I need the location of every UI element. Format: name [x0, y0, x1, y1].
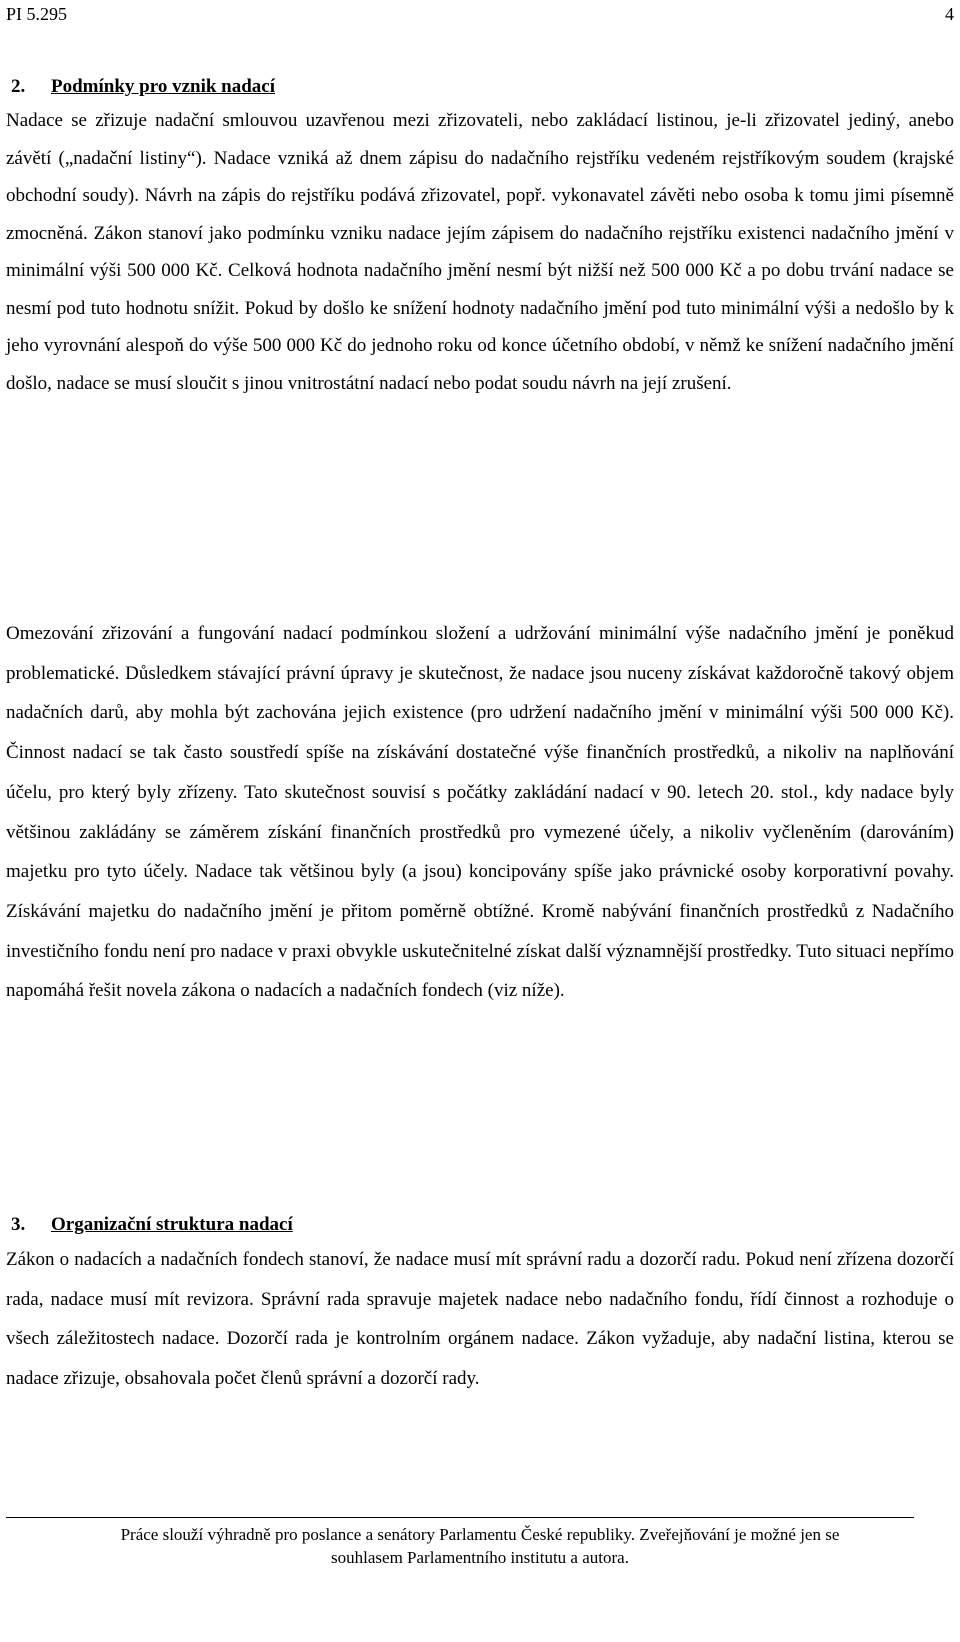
section-heading	[6, 72, 954, 102]
document-id: PI 5.295	[6, 4, 68, 24]
page-footer	[6, 1523, 954, 1569]
page-header	[6, 2, 954, 26]
section-number: 2.	[11, 76, 26, 97]
section-heading	[6, 1210, 954, 1240]
section-2-continued	[6, 614, 954, 1011]
section-number: 3.	[11, 1214, 26, 1235]
page-number: 4	[945, 4, 954, 24]
paragraph: Nadace se zřizuje nadační smlouvou uzavřenou mezi zřizovateli, nebo zakládací listinou, je-li zřizovatel jediný, anebo závětí („nadační listiny“). Nadace vzniká až dnem zápisu do nadačního rejstříku vedeném rejstříkovým soudem (krajské obchodní soudy). Návrh na zápis do rejstříku podává zřizovatel, popř. vykonavatel závěti nebo osoba k tomu jimi písemně zmocněná. Zákon stanoví jako podmínku vzniku nadace jejím zápisem do nadačního rejstříku existenci nadačního jmění v minimální výši 500 000 Kč. Celková hodnota nadačního jmění nesmí být nižší než 500 000 Kč a po dobu trvání nadace se nesmí pod tuto hodnotu snížit. Pokud by došlo ke snížení hodnoty nadačního jmění pod tuto minimální výši a nedošlo by k jeho vyrovnání alespoň do výše 500 000 Kč do jednoho roku od konce účetního období, v němž ke snížení nadačního jmění došlo, nadace se musí sloučit s jinou vnitrostátní nadací nebo podat soudu návrh na její zrušení.	[6, 110, 954, 394]
paragraph: Omezování zřizování a fungování nadací podmínkou složení a udržování minimální výše nadačního jmění je poněkud problematické. Důsledkem stávající právní úpravy je skutečnost, že nadace jsou nuceny získávat každoročně takový objem nadačních darů, aby mohla být zachována jejich existence (pro udržení nadačního jmění v minimální výši 500 000 Kč). Činnost nadací se tak často soustředí spíše na získávání dostatečné výše finančních prostředků, a nikoliv na naplňování účelu, pro který byly zřízeny. Tato skutečnost souvisí s počátky zakládání nadací v 90. letech 20. stol., kdy nadace byly většinou zakládány se záměrem získání finančních prostředků pro vymezené účely, a nikoliv vyčleněním (darováním) majetku pro tyto účely. Nadace tak většinou byly (a jsou) koncipovány spíše jako právnické osoby korporativní povahy. Získávání majetku do nadačního jmění je přitom poměrně obtížné. Kromě nabývání finančních prostředků z Nadačního investičního fondu není pro nadace v praxi obvykle uskutečnitelné získat další významnější prostředky. Tuto situaci nepřímo napomáhá řešit novela zákona o nadacích a nadačních fondech (viz níže).	[6, 623, 954, 1002]
footer-line: Práce slouží výhradně pro poslance a senátory Parlamentu České republiky. Zveřejňování je možné jen se	[120, 1525, 840, 1544]
section-title: Organizační struktura nadací	[51, 1214, 293, 1235]
section-2	[6, 72, 954, 402]
section-3	[6, 1210, 954, 1398]
section-title: Podmínky pro vznik nadací	[51, 76, 276, 97]
footer-divider	[6, 1517, 914, 1518]
footer-line: souhlasem Parlamentního institutu a autora.	[331, 1548, 629, 1567]
paragraph: Zákon o nadacích a nadačních fondech stanoví, že nadace musí mít správní radu a dozorčí radu. Pokud není zřízena dozorčí rada, nadace musí mít revizora. Správní rada spravuje majetek nadace nebo nadačního fondu, řídí činnost a rozhoduje o všech záležitostech nadace. Dozorčí rada je kontrolním orgánem nadace. Zákon vyžaduje, aby nadační listina, kterou se nadace zřizuje, obsahovala počet členů správní a dozorčí rady.	[6, 1249, 954, 1389]
